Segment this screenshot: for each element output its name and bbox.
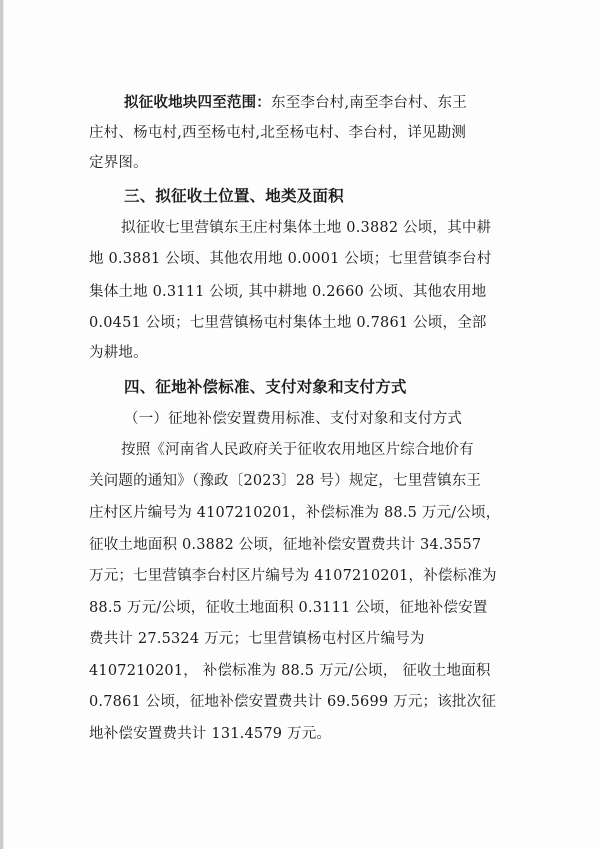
para3-line10: 地补偿安置费共计 131.4579 万元。 bbox=[89, 726, 332, 742]
section-heading-4: 四、征地补偿标准、支付对象和支付方式 bbox=[124, 377, 407, 396]
subheading-1: （一）征地补偿安置费用标准、支付对象和支付方式 bbox=[124, 411, 463, 427]
para3-line5: 万元；七里营镇李台村区片编号为 4107210201，补偿标准为 bbox=[89, 568, 497, 584]
para2-line2: 地 0.3881 公顷、其他农用地 0.0001 公顷；七里营镇李台村 bbox=[89, 251, 492, 267]
para2-line5: 为耕地。 bbox=[89, 345, 148, 361]
para3-line6: 88.5 万元/公顷，征收土地面积 0.3111 公顷，征地补偿安置 bbox=[89, 600, 488, 616]
para2-line1: 拟征收七里营镇东王庄村集体土地 0.3882 公顷，其中耕 bbox=[121, 220, 492, 236]
para3-line1: 按照《河南省人民政府关于征收农用地区片综合地价有 bbox=[121, 442, 474, 458]
para3-line8: 4107210201， 补偿标准为 88.5 万元/公顷， 征收土地面积 bbox=[89, 663, 491, 679]
para2-line3: 集体土地 0.3111 公顷, 其中耕地 0.2660 公顷、其他农用地 bbox=[89, 284, 487, 300]
para1-line3: 定界图。 bbox=[89, 155, 148, 171]
para3-line7: 费共计 27.5324 万元；七里营镇杨屯村区片编号为 bbox=[89, 631, 425, 647]
para3-line9: 0.7861 公顷，征地补偿安置费共计 69.5699 万元；该批次征 bbox=[89, 694, 497, 710]
para1-line1 bbox=[124, 93, 600, 113]
para1-line2: 庄村、杨屯村,西至杨屯村,北至杨屯村、李台村，详见勘测 bbox=[89, 125, 467, 141]
scan-edge bbox=[1, 0, 4, 849]
para2-line4: 0.0451 公顷；七里营镇杨屯村集体土地 0.7861 公顷，全部 bbox=[89, 315, 487, 331]
section-heading-3: 三、拟征收土位置、地类及面积 bbox=[124, 186, 344, 205]
para3-line2: 关问题的通知》（豫政〔2023〕28 号）规定，七里营镇东王 bbox=[89, 473, 482, 489]
para3-line4: 征收土地面积 0.3882 公顷，征地补偿安置费共计 34.3557 bbox=[89, 537, 482, 553]
para3-line3: 庄村区片编号为 4107210201，补偿标准为 88.5 万元/公顷， bbox=[89, 505, 501, 521]
boundary-label: 拟征收地块四至范围： bbox=[124, 94, 271, 111]
boundary-text: 东至李台村,南至李台村、东王 bbox=[271, 95, 467, 111]
